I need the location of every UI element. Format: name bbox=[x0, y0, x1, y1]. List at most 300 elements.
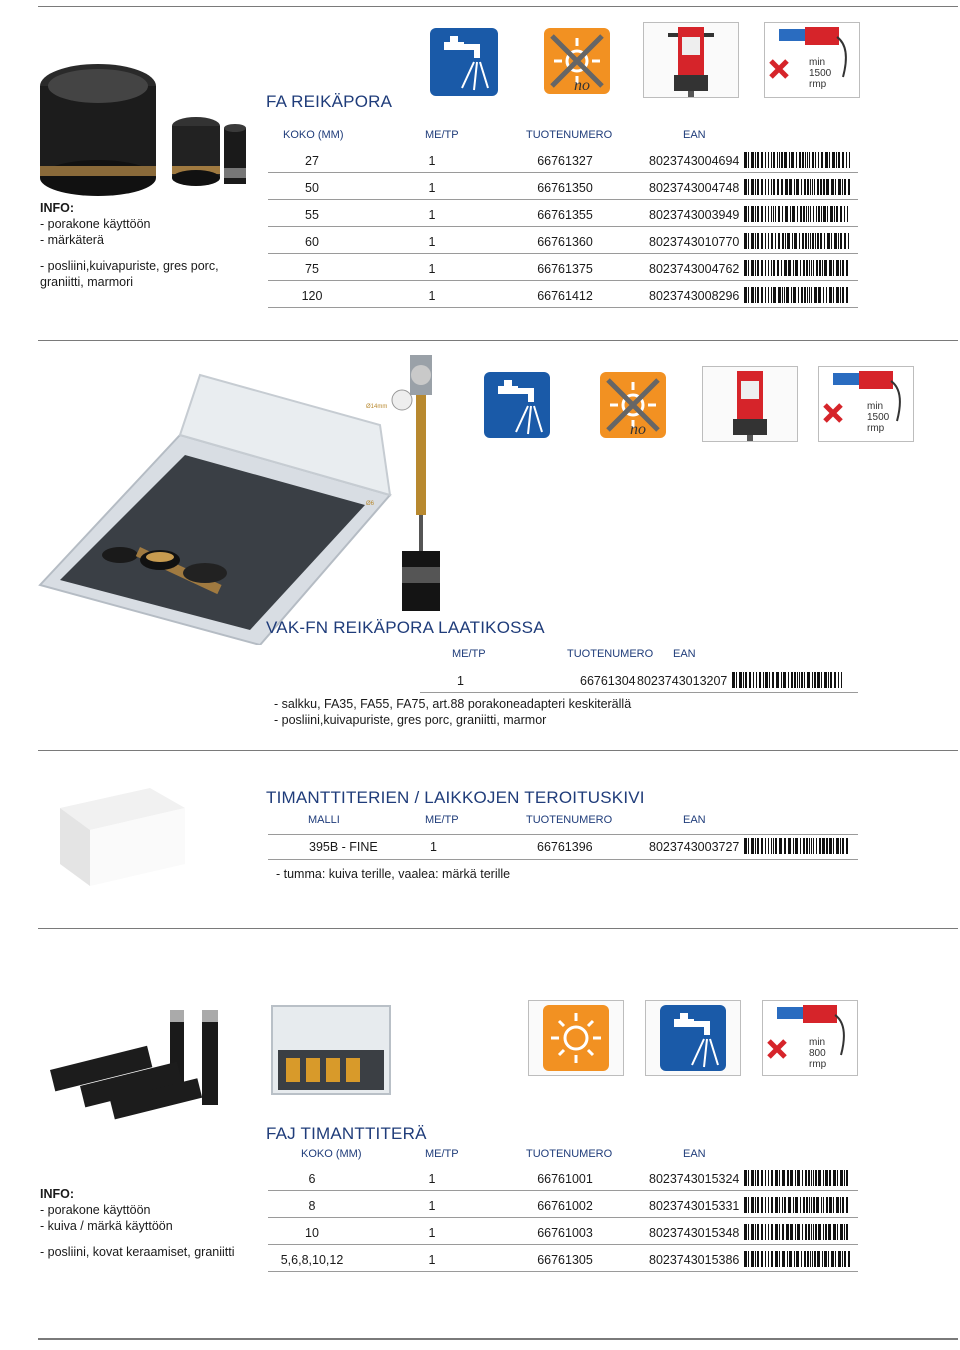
barcode-bar bbox=[805, 152, 806, 168]
barcode-bar bbox=[787, 233, 790, 249]
barcode-bar bbox=[833, 287, 834, 303]
barcode-bar bbox=[775, 1170, 778, 1186]
barcode-bar bbox=[827, 233, 830, 249]
barcode-bar bbox=[826, 179, 829, 195]
barcode-bar bbox=[840, 1197, 841, 1213]
barcode-bar bbox=[779, 152, 780, 168]
barcode-bar bbox=[812, 672, 813, 688]
barcode-bar bbox=[811, 1170, 812, 1186]
barcode-bar bbox=[797, 1170, 800, 1186]
barcode-bar bbox=[753, 672, 754, 688]
barcode-bar bbox=[836, 206, 838, 222]
barcode-bar bbox=[806, 206, 807, 222]
barcode bbox=[744, 1251, 852, 1267]
barcode-bar bbox=[816, 1197, 819, 1213]
barcode-bar bbox=[755, 838, 756, 854]
barcode-bar bbox=[804, 287, 806, 303]
cell-ean: 8023743003949 bbox=[649, 208, 740, 222]
barcode-bar bbox=[805, 1224, 807, 1240]
barcode-bar bbox=[773, 206, 774, 222]
barcode-bar bbox=[768, 260, 769, 276]
barcode-bar bbox=[811, 1224, 812, 1240]
barcode-bar bbox=[842, 287, 844, 303]
barcode-bar bbox=[763, 672, 764, 688]
barcode-bar bbox=[757, 1197, 759, 1213]
barcode-bar bbox=[771, 260, 772, 276]
barcode-bar bbox=[787, 1251, 788, 1267]
barcode-bar bbox=[831, 233, 832, 249]
barcode-bar bbox=[776, 672, 779, 688]
barcode-bar bbox=[821, 1197, 822, 1213]
header-metp: ME/TP bbox=[452, 648, 486, 660]
barcode-bar bbox=[808, 1170, 810, 1186]
barcode-bar bbox=[807, 287, 808, 303]
barcode-bar bbox=[806, 1197, 808, 1213]
faj-drill-bits-photo bbox=[40, 1000, 400, 1130]
barcode-bar bbox=[804, 179, 806, 195]
faj-title: FAJ TIMANTTITERÄ bbox=[266, 1124, 427, 1143]
cell-tuotenumero: 66761304 bbox=[580, 674, 636, 688]
barcode-bar bbox=[778, 206, 780, 222]
barcode-bar bbox=[782, 1197, 783, 1213]
barcode-bar bbox=[808, 206, 809, 222]
barcode-bar bbox=[846, 838, 848, 854]
barcode-bar bbox=[777, 152, 778, 168]
cell-koko: 5,6,8,10,12 bbox=[280, 1253, 344, 1267]
barcode bbox=[744, 838, 852, 854]
barcode-bar bbox=[781, 179, 783, 195]
top-rule bbox=[38, 6, 958, 7]
barcode-bar bbox=[838, 179, 841, 195]
barcode bbox=[744, 179, 852, 195]
barcode-bar bbox=[844, 179, 846, 195]
vak-fn-title: VAK-FN REIKÄPORA LAATIKOSSA bbox=[266, 618, 545, 637]
barcode-bar bbox=[813, 1224, 814, 1240]
barcode-bar bbox=[768, 838, 769, 854]
barcode-bar bbox=[814, 179, 815, 195]
barcode-bar bbox=[748, 260, 749, 276]
barcode-bar bbox=[795, 1224, 796, 1240]
barcode-bar bbox=[801, 672, 803, 688]
cell-metp: 1 bbox=[428, 235, 436, 249]
cell-koko: 60 bbox=[305, 235, 319, 249]
barcode-bar bbox=[788, 260, 791, 276]
barcode-bar bbox=[810, 1251, 811, 1267]
barcode-bar bbox=[796, 1251, 799, 1267]
barcode-bar bbox=[811, 287, 812, 303]
barcode-bar bbox=[823, 1170, 824, 1186]
header-malli: MALLI bbox=[308, 814, 340, 826]
barcode-bar bbox=[744, 152, 747, 168]
sun-dry-icon-box bbox=[528, 1000, 624, 1076]
barcode-bar bbox=[790, 1170, 793, 1186]
barcode-bar bbox=[806, 838, 808, 854]
cell-tuote: 66761350 bbox=[537, 181, 593, 195]
barcode-bar bbox=[807, 152, 808, 168]
barcode bbox=[744, 1224, 852, 1240]
barcode-bar bbox=[813, 838, 814, 854]
barcode-bar bbox=[793, 838, 794, 854]
barcode-bar bbox=[797, 1224, 800, 1240]
barcode-bar bbox=[765, 672, 768, 688]
barcode-bar bbox=[814, 287, 817, 303]
barcode-bar bbox=[781, 260, 782, 276]
barcode-bar bbox=[837, 1224, 838, 1240]
barcode-bar bbox=[779, 1170, 780, 1186]
barcode-bar bbox=[799, 672, 800, 688]
barcode-bar bbox=[771, 233, 773, 249]
cell-ean: 8023743013207 bbox=[637, 674, 728, 688]
teroituskivi-title: TIMANTTITERIEN / LAIKKOJEN TEROITUSKIVI bbox=[266, 788, 645, 807]
cell-metp: 1 bbox=[457, 674, 464, 688]
barcode-bar bbox=[802, 233, 804, 249]
barcode-bar bbox=[818, 1224, 821, 1240]
barcode-bar bbox=[782, 233, 784, 249]
barcode-bar bbox=[771, 287, 772, 303]
barcode-bar bbox=[814, 672, 816, 688]
barcode-bar bbox=[748, 179, 749, 195]
info-block-1 bbox=[40, 200, 219, 290]
barcode-bar bbox=[840, 287, 841, 303]
barcode-bar bbox=[748, 1224, 749, 1240]
header-koko: KOKO (MM) bbox=[301, 1148, 362, 1160]
barcode-bar bbox=[755, 260, 756, 276]
barcode-bar bbox=[768, 152, 769, 168]
barcode-bar bbox=[745, 672, 747, 688]
barcode-bar bbox=[823, 1197, 824, 1213]
cell-metp: 1 bbox=[430, 840, 437, 854]
barcode-bar bbox=[751, 1251, 754, 1267]
barcode-bar bbox=[846, 287, 848, 303]
barcode-bar bbox=[813, 260, 814, 276]
barcode-bar bbox=[812, 1251, 813, 1267]
cell-tuote: 66761375 bbox=[537, 262, 593, 276]
barcode-bar bbox=[761, 179, 763, 195]
barcode-bar bbox=[793, 1197, 794, 1213]
rpm-unit: rmp bbox=[867, 423, 885, 434]
barcode-bar bbox=[829, 287, 832, 303]
barcode-bar bbox=[755, 233, 756, 249]
barcode-bar bbox=[784, 1197, 786, 1213]
barcode-bar bbox=[816, 206, 817, 222]
barcode-bar bbox=[789, 179, 792, 195]
barcode-bar bbox=[828, 672, 829, 688]
header-tuotenumero: TUOTENUMERO bbox=[567, 648, 654, 660]
barcode-bar bbox=[825, 1170, 828, 1186]
barcode-bar bbox=[765, 1251, 766, 1267]
barcode-bar bbox=[777, 179, 779, 195]
barcode-bar bbox=[765, 287, 766, 303]
barcode-bar bbox=[844, 1224, 845, 1240]
barcode bbox=[744, 206, 852, 222]
barcode-bar bbox=[755, 152, 756, 168]
barcode-bar bbox=[791, 287, 792, 303]
barcode-bar bbox=[744, 1170, 747, 1186]
barcode-bar bbox=[801, 179, 802, 195]
barcode-bar bbox=[836, 1197, 839, 1213]
barcode-bar bbox=[751, 1197, 754, 1213]
barcode-bar bbox=[751, 260, 754, 276]
cell-koko: 120 bbox=[301, 289, 323, 303]
barcode-bar bbox=[812, 179, 813, 195]
stone-note: - tumma: kuiva terille, vaalea: märkä terille bbox=[276, 867, 511, 881]
barcode-bar bbox=[828, 1251, 829, 1267]
cell-ean: 8023743004762 bbox=[649, 262, 740, 276]
barcode-bar bbox=[829, 838, 832, 854]
barcode-bar bbox=[744, 287, 747, 303]
barcode-bar bbox=[782, 1224, 784, 1240]
barcode-bar bbox=[809, 152, 810, 168]
barcode-bar bbox=[757, 1170, 759, 1186]
barcode-bar bbox=[793, 287, 796, 303]
barcode-bar bbox=[803, 1197, 805, 1213]
barcode-bar bbox=[761, 152, 763, 168]
barcode-bar bbox=[761, 1170, 763, 1186]
cell-ean: 8023743015348 bbox=[649, 1226, 740, 1240]
cell-metp: 1 bbox=[428, 1199, 436, 1213]
info-block-4 bbox=[40, 1186, 235, 1260]
barcode-bar bbox=[782, 206, 783, 222]
header-ean: EAN bbox=[683, 814, 706, 826]
barcode-bar bbox=[759, 672, 761, 688]
barcode bbox=[744, 287, 852, 303]
barcode-bar bbox=[768, 233, 769, 249]
barcode-bar bbox=[809, 1197, 810, 1213]
barcode-bar bbox=[773, 260, 775, 276]
barcode-bar bbox=[842, 1197, 844, 1213]
barcode-bar bbox=[823, 287, 824, 303]
barcode-bar bbox=[788, 838, 791, 854]
barcode-bar bbox=[795, 1170, 796, 1186]
barcode-bar bbox=[810, 233, 811, 249]
note-line: - posliini,kuivapuriste, gres porc, graniitti, marmor bbox=[274, 713, 547, 727]
barcode-bar bbox=[765, 1224, 766, 1240]
barcode-bar bbox=[748, 233, 749, 249]
barcode bbox=[744, 233, 852, 249]
barcode-bar bbox=[768, 1197, 769, 1213]
barcode-bar bbox=[818, 287, 821, 303]
barcode-bar bbox=[803, 260, 805, 276]
cell-tuote: 66761360 bbox=[537, 235, 593, 249]
barcode-bar bbox=[771, 179, 772, 195]
water-tap-icon-box bbox=[645, 1000, 741, 1076]
barcode-bar bbox=[821, 152, 823, 168]
barcode-bar bbox=[824, 672, 827, 688]
core-drill-machine-icon bbox=[702, 366, 798, 442]
barcode-bar bbox=[838, 672, 839, 688]
cell-tuote: 66761355 bbox=[537, 208, 593, 222]
barcode-bar bbox=[807, 1251, 809, 1267]
barcode-bar bbox=[821, 206, 822, 222]
barcode-bar bbox=[834, 206, 835, 222]
barcode-bar bbox=[790, 1224, 793, 1240]
section-divider bbox=[38, 340, 958, 341]
cell-metp: 1 bbox=[428, 181, 436, 195]
header-metp: ME/TP bbox=[425, 814, 459, 826]
barcode-bar bbox=[816, 838, 817, 854]
barcode-bar bbox=[802, 1224, 803, 1240]
barcode-bar bbox=[806, 260, 808, 276]
barcode-bar bbox=[800, 206, 802, 222]
header-metp: ME/TP bbox=[425, 129, 459, 141]
barcode-bar bbox=[757, 287, 759, 303]
barcode-bar bbox=[846, 152, 847, 168]
barcode-bar bbox=[827, 206, 828, 222]
barcode-bar bbox=[784, 152, 787, 168]
cell-tuote: 66761001 bbox=[537, 1172, 593, 1186]
barcode-bar bbox=[785, 179, 788, 195]
barcode-bar bbox=[833, 1170, 836, 1186]
info-line: - posliini, kovat keraamiset, graniitti bbox=[40, 1245, 235, 1259]
barcode-bar bbox=[775, 1197, 778, 1213]
barcode-bar bbox=[815, 1170, 817, 1186]
barcode-bar bbox=[744, 179, 747, 195]
barcode-bar bbox=[823, 206, 826, 222]
barcode-bar bbox=[765, 1170, 766, 1186]
barcode-bar bbox=[835, 1251, 836, 1267]
barcode-bar bbox=[779, 1224, 780, 1240]
barcode-bar bbox=[811, 260, 812, 276]
rpm-value: 1500 bbox=[867, 412, 890, 423]
barcode-bar bbox=[757, 179, 759, 195]
cell-koko: 75 bbox=[305, 262, 319, 276]
rpm-unit: rmp bbox=[809, 1059, 827, 1070]
barcode-bar bbox=[840, 233, 842, 249]
core-drill-machine-icon bbox=[643, 22, 739, 98]
barcode bbox=[744, 152, 852, 168]
barcode-bar bbox=[836, 260, 839, 276]
barcode-bar bbox=[813, 206, 814, 222]
drill-rpm-box bbox=[762, 1000, 858, 1076]
header-tuotenumero: TUOTENUMERO bbox=[526, 129, 613, 141]
barcode-bar bbox=[757, 260, 759, 276]
barcode-bar bbox=[771, 206, 772, 222]
sharpening-stone-photo bbox=[40, 778, 190, 888]
barcode-bar bbox=[751, 206, 754, 222]
barcode-bar bbox=[840, 206, 842, 222]
barcode-bar bbox=[814, 1251, 816, 1267]
barcode-bar bbox=[765, 260, 766, 276]
drill-rpm-box bbox=[764, 22, 860, 98]
barcode-bar bbox=[844, 233, 846, 249]
rpm-value: 800 bbox=[809, 1048, 826, 1059]
barcode-bar bbox=[744, 838, 747, 854]
barcode-bar bbox=[782, 287, 783, 303]
barcode-bar bbox=[744, 260, 747, 276]
barcode-bar bbox=[782, 1251, 785, 1267]
barcode-bar bbox=[751, 233, 754, 249]
barcode-bar bbox=[844, 1170, 845, 1186]
barcode-bar bbox=[818, 206, 820, 222]
barcode-bar bbox=[817, 672, 820, 688]
barcode-bar bbox=[802, 152, 804, 168]
barcode-bar bbox=[824, 233, 825, 249]
barcode-bar bbox=[836, 287, 839, 303]
barcode-bar bbox=[771, 1224, 773, 1240]
barcode-bar bbox=[768, 206, 769, 222]
barcode-bar bbox=[761, 838, 763, 854]
barcode-bar bbox=[785, 233, 786, 249]
barcode-bar bbox=[824, 1251, 827, 1267]
barcode-bar bbox=[817, 1251, 820, 1267]
info-line: - porakone käyttöön bbox=[40, 1203, 151, 1217]
barcode-bar bbox=[820, 233, 822, 249]
barcode-bar bbox=[796, 179, 799, 195]
barcode-bar bbox=[838, 233, 839, 249]
barcode-bar bbox=[808, 1224, 810, 1240]
rpm-min-label: min bbox=[809, 1037, 826, 1048]
barcode-bar bbox=[799, 152, 801, 168]
barcode-bar bbox=[819, 838, 821, 854]
barcode-bar bbox=[757, 1251, 759, 1267]
barcode-bar bbox=[765, 1197, 766, 1213]
barcode-bar bbox=[794, 179, 795, 195]
info-label: INFO: bbox=[40, 1187, 75, 1201]
cell-tuote: 66761412 bbox=[537, 289, 593, 303]
barcode-bar bbox=[820, 179, 822, 195]
barcode-bar bbox=[768, 179, 769, 195]
info-line: - märkäterä bbox=[40, 233, 104, 247]
barcode-bar bbox=[786, 1224, 789, 1240]
svg-text:Ø6: Ø6 bbox=[366, 501, 375, 507]
barcode-bar bbox=[829, 260, 832, 276]
barcode-bar bbox=[782, 1170, 785, 1186]
water-tap-icon bbox=[484, 372, 550, 438]
barcode-bar bbox=[807, 179, 809, 195]
barcode-bar bbox=[761, 206, 763, 222]
barcode-bar bbox=[791, 672, 793, 688]
header-ean: EAN bbox=[673, 648, 696, 660]
barcode-bar bbox=[751, 179, 754, 195]
cell-tuote: 66761305 bbox=[537, 1253, 593, 1267]
barcode-bar bbox=[833, 1197, 834, 1213]
barcode-bar bbox=[805, 1170, 807, 1186]
svg-text:no: no bbox=[574, 77, 590, 94]
cell-koko: 8 bbox=[308, 1199, 316, 1213]
barcode-bar bbox=[761, 1224, 763, 1240]
barcode-bar bbox=[784, 287, 785, 303]
svg-text:Ø14mm: Ø14mm bbox=[366, 404, 388, 410]
section-divider bbox=[38, 750, 958, 751]
barcode-bar bbox=[817, 233, 819, 249]
barcode-bar bbox=[788, 672, 789, 688]
barcode-bar bbox=[831, 1251, 834, 1267]
barcode-bar bbox=[755, 1170, 756, 1186]
barcode-bar bbox=[842, 152, 844, 168]
barcode-bar bbox=[755, 287, 756, 303]
barcode-bar bbox=[778, 287, 781, 303]
barcode-bar bbox=[830, 672, 832, 688]
barcode-bar bbox=[772, 672, 774, 688]
barcode-bar bbox=[812, 233, 814, 249]
barcode-bar bbox=[756, 672, 757, 688]
no-dry-sun-icon bbox=[544, 28, 610, 94]
barcode-bar bbox=[808, 233, 809, 249]
drill-rpm-icon bbox=[819, 367, 913, 441]
info-line: graniitti, marmori bbox=[40, 275, 134, 289]
barcode-bar bbox=[794, 1251, 795, 1267]
barcode-bar bbox=[805, 233, 807, 249]
barcode-bar bbox=[828, 1224, 831, 1240]
barcode-bar bbox=[803, 838, 805, 854]
cell-metp: 1 bbox=[428, 154, 436, 168]
barcode-bar bbox=[771, 1170, 773, 1186]
barcode-bar bbox=[771, 1251, 773, 1267]
cell-koko: 55 bbox=[305, 208, 319, 222]
vak-notes bbox=[274, 696, 631, 728]
barcode-bar bbox=[829, 1170, 831, 1186]
barcode-bar bbox=[751, 287, 754, 303]
